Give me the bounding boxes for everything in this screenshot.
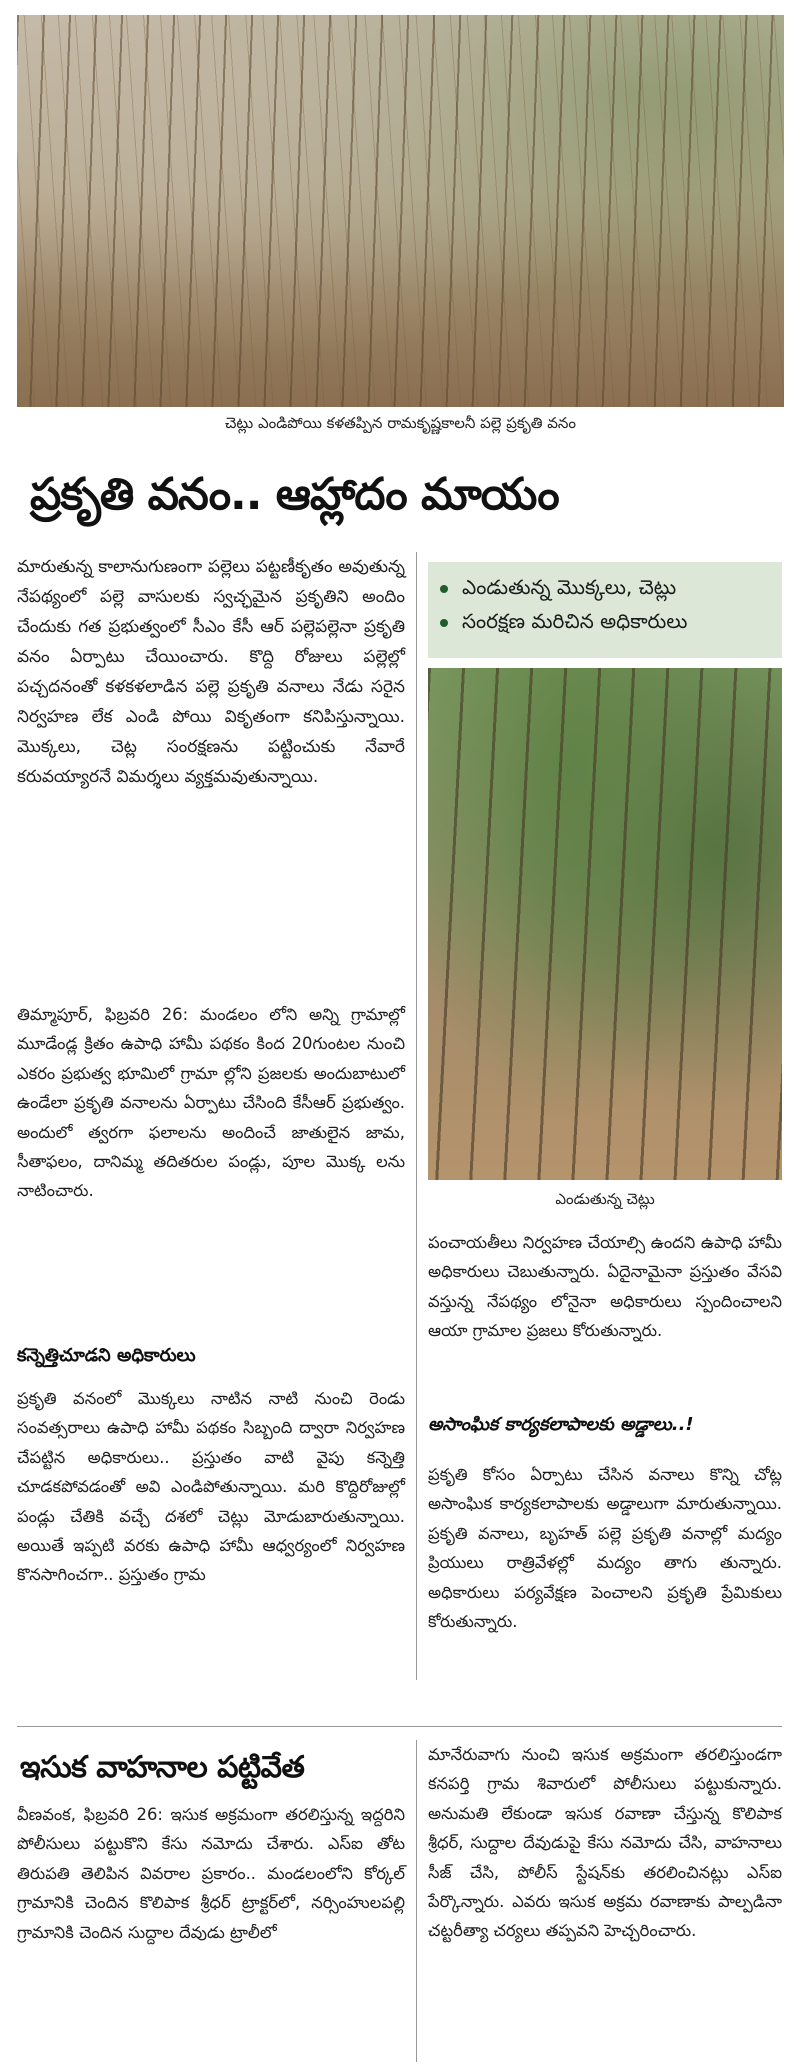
subheading: అసాంఘిక కార్యకలాపాలకు అడ్డాలు..! xyxy=(428,1414,694,1435)
story-paragraph: పంచాయతీలు నిర్వహణ చేయాల్సి ఉందని ఉపాధి హామీ అధికారులు చెబుతున్నారు. ఏదైనామైనా ప్రస్తుతం వేసవి వస్తున్న నేపథ్యం లోనైనా అధికారులు స్పందించాలని ఆయా గ్రామాల ప్రజలు కోరుతున్నారు. xyxy=(428,1233,782,1341)
bullet-icon xyxy=(440,619,448,627)
story-divider xyxy=(17,1726,782,1727)
side-photo-caption: ఎండుతున్న చెట్లు xyxy=(555,1190,655,1208)
highlight-item xyxy=(440,606,772,640)
story2-paragraph: వీణవంక, ఫిబ్రవరి 26: ఇసుక అక్రమంగా తరలిస్తున్న ఇద్దరిని పోలీసులు పట్టుకొని కేసు నమోదు చేశారు. ఎస్ఐ తోట తిరుపతి తెలిపిన వివరాల ప్రకారం.. మండలంలోని కోర్కల్ గ్రామానికి చెందిన కొలిపాక శ్రీధర్ ట్రాక్టర్‌లో, నర్సింహులపల్లి గ్రామానికి చెందిన సుద్దాల దేవుడు ట్రాలీలో xyxy=(17,1805,405,1942)
highlights-box xyxy=(428,562,782,658)
bullet-icon xyxy=(440,585,448,593)
story-paragraph: ప్రకృతి వనంలో మొక్కలు నాటిన నాటి నుంచి రెండు సంవత్సరాలు ఉపాధి హామీ పథకం సిబ్బంది ద్వారా నిర్వహణ చేపట్టిన అధికారులు.. ప్రస్తుతం వాటి వైపు కన్నెత్తి చూడకపోవడంతో అవి ఎండిపోతున్నాయి. మరి కొద్దిరోజుల్లో పండ్లు చేతికి వచ్చే దశలో చెట్లు మోడుబారుతున్నాయి. అయితే ఇప్పటి వరకు ఉపాధి హామీ ఆధ్వర్యంలో నిర్వహణ కొనసాగించగా.. ప్రస్తుతం గ్రామ xyxy=(17,1389,405,1585)
column-divider xyxy=(416,552,417,1680)
subheading: కన్నెత్తిచూడని అధికారులు xyxy=(17,1345,196,1366)
story-paragraph: తిమ్మాపూర్, ఫిబ్రవరి 26: మండలం లోని అన్ని గ్రామాల్లో మూడేండ్ల క్రితం ఉపాధి హామీ పథకం కింద 20గుంటల నుంచి ఎకరం ప్రభుత్వ భూమిలో గ్రామా ల్లోని ప్రజలకు అందుబాటులో ఉండేలా ప్రకృతి వనాలను ఏర్పాటు చేసింది కేసీఆర్ ప్రభుత్వం. అందులో త్వరగా ఫలాలను అందించే జాతులైన జామ, సీతాఫలం, దానిమ్మ తదితరుల పండ్లు, పూల మొక్క లను నాటించారు. xyxy=(17,1005,405,1201)
column-divider xyxy=(416,1740,417,2062)
story-intro: మారుతున్న కాలానుగుణంగా పల్లెలు పట్టణీకృతం అవుతున్న నేపథ్యంలో పల్లె వాసులకు స్వచ్ఛమైన ప్రకృతిని అందిం చేందుకు గత ప్రభుత్వంలో సీఎం కేసీ ఆర్ పల్లెపల్లెనా ప్రకృతి వనం ఏర్పాటు చేయించారు. కొద్ది రోజులు పల్లెల్లో పచ్చదనంతో కళకళలాడిన పల్లె ప్రకృతి వనాలు నేడు సరైన నిర్వహణ లేక ఎండి పోయి వికృతంగా కనిపిస్తున్నాయి. మొక్కలు, చెట్ల సంరక్షణను పట్టించుకు నేవారే కరువయ్యారనే విమర్శలు వ్యక్తమవుతున్నాయి. xyxy=(17,557,405,787)
highlight-text: సంరక్షణ మరిచిన అధికారులు xyxy=(462,608,688,633)
top-photo-caption: చెట్లు ఎండిపోయి కళతప్పిన రామకృష్ణకాలనీ పల్లె ప్రకృతి వనం xyxy=(225,414,576,432)
story2-title: ఇసుక వాహనాల పట్టివేత xyxy=(20,1750,305,1785)
story-paragraph: ప్రకృతి కోసం ఏర్పాటు చేసిన వనాలు కొన్ని చోట్ల అసాంఘిక కార్యకలాపాలకు అడ్డాలుగా మారుతున్నాయి. ప్రకృతి వనాలు, బృహత్ పల్లె ప్రకృతి వనాల్లో మద్యం ప్రియులు రాత్రివేళల్లో మద్యం తాగు తున్నారు. అధికారులు పర్యవేక్షణ పెంచాలని ప్రకృతి ప్రేమికులు కోరుతున్నారు. xyxy=(428,1465,782,1632)
headline: ప్రకృతి వనం.. ఆహ్లాదం మాయం xyxy=(30,469,559,520)
top-photo xyxy=(17,15,784,407)
highlight-item xyxy=(440,572,772,606)
story2-paragraph: మానేరువాగు నుంచి ఇసుక అక్రమంగా తరలిస్తుండగా కనపర్తి గ్రామ శివారులో పోలీసులు పట్టుకున్నారు. అనుమతి లేకుండా ఇసుక రవాణా చేస్తున్న కొలిపాక శ్రీధర్, సుద్దాల దేవుడుపై కేసు నమోదు చేసి, వాహనాలు సీజ్ చేసి, పోలీస్ స్టేషన్‌కు తరలించినట్లు ఎస్ఐ పేర్కొన్నారు. ఎవరు ఇసుక అక్రమ రవాణాకు పాల్పడినా చట్టరీత్యా చర్యలు తప్పవని హెచ్చరించారు. xyxy=(428,1745,782,1941)
highlight-text: ఎండుతున్న మొక్కలు, చెట్లు xyxy=(462,574,677,599)
side-photo xyxy=(428,668,782,1180)
